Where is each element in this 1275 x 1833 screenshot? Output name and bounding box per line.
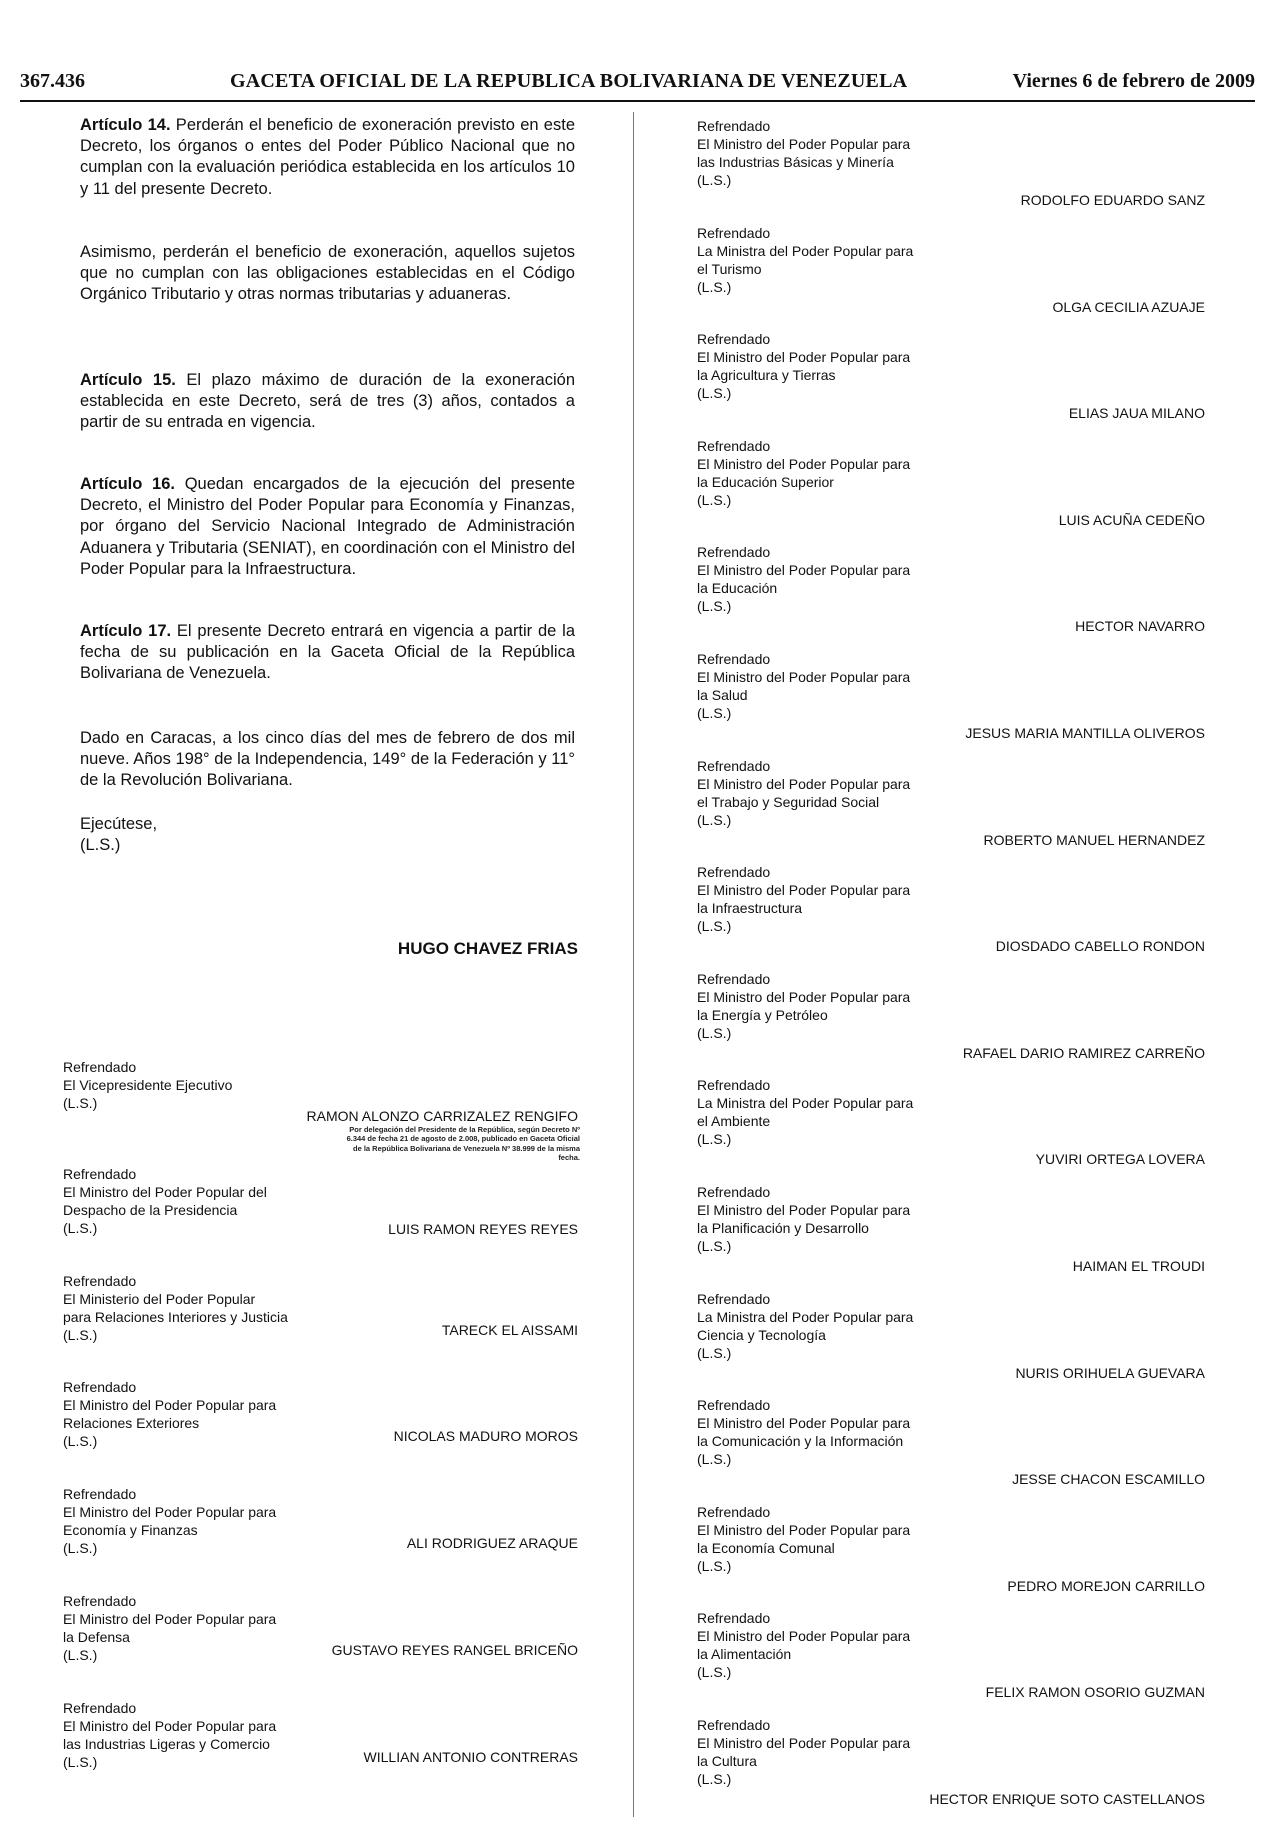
seal-mark: (L.S.) <box>697 1024 732 1041</box>
seal-mark: (L.S.) <box>63 1540 98 1557</box>
seal-mark: (L.S.) <box>697 918 732 935</box>
seal-mark: (L.S.) <box>697 1131 732 1148</box>
refrendado-label: Refrendado <box>63 1272 137 1289</box>
signatory-name: RODOLFO EDUARDO SANZ <box>1020 192 1205 208</box>
refrendado-block <box>63 1378 276 1450</box>
refrendado-label: Refrendado <box>697 1503 771 1520</box>
refrendado-label: Refrendado <box>697 437 771 454</box>
seal-mark: (L.S.) <box>697 385 732 402</box>
article-text: El presente Decreto entrará en vigencia a partir de la fecha de su publicación en la Gaceta Oficial de la República Bolivariana de Venezuela. <box>80 622 575 683</box>
ministry-line: El Ministro del Poder Popular para <box>63 1397 277 1414</box>
refrendado-block <box>697 970 910 1042</box>
signatory-name: YUVIRI ORTEGA LOVERA <box>1035 1151 1205 1168</box>
refrendado-block <box>697 650 910 722</box>
column-divider <box>633 112 634 1817</box>
president-signature: HUGO CHAVEZ FRIAS <box>397 939 578 958</box>
seal-mark: (L.S.) <box>697 1557 732 1574</box>
ministry-line: El Ministerio del Poder Popular <box>63 1290 256 1307</box>
article-text: Asimismo, perderán el beneficio de exoneración, aquellos sujetos que no cumplan con las obligaciones establecidas en el Código Orgánico Tributario y otras normas tributarias y aduaneras. <box>80 243 575 304</box>
ministry-line: la Comunicación y la Información <box>697 1433 904 1450</box>
refrendado-block <box>697 224 913 296</box>
ministry-line: la Salud <box>697 687 748 703</box>
refrendado-label: Refrendado <box>697 1397 771 1414</box>
seal-mark: (L.S.) <box>697 811 732 828</box>
seal-mark: (L.S.) <box>63 1647 98 1663</box>
ministry-line: la Agricultura y Tierras <box>697 367 836 384</box>
ministry-line: la Economía Comunal <box>697 1539 835 1556</box>
signatory-name: DIOSDADO CABELLO RONDON <box>995 938 1205 955</box>
header-rule <box>20 100 1255 102</box>
refrendado-label: Refrendado <box>63 1059 137 1075</box>
refrendado-label: Refrendado <box>63 1593 137 1609</box>
gazette-title: GACETA OFICIAL DE LA REPUBLICA BOLIVARIANA DE VENEZUELA <box>230 70 908 92</box>
ministry-line: la Cultura <box>697 1753 757 1769</box>
ministry-line: la Defensa <box>63 1629 130 1645</box>
ministry-line: la Planificación y Desarrollo <box>697 1220 869 1236</box>
seal-mark: (L.S.) <box>697 491 732 508</box>
refrendado-label: Refrendado <box>697 1290 771 1307</box>
refrendado-block <box>697 1503 910 1575</box>
refrendado-block <box>697 543 910 615</box>
issue-date: Viernes 6 de febrero de 2009 <box>1012 70 1255 92</box>
seal-mark: (L.S.) <box>63 1433 98 1450</box>
dado-en-caracas <box>80 728 575 792</box>
signatory-name: PEDRO MOREJON CARRILLO <box>1007 1577 1205 1594</box>
article-text: Quedan encargados de la ejecución del presente Decreto, el Ministro del Poder Popular para Economía y Finanzas, por órgano del Servicio Nacional Integrado de Administración Aduanera y Tributaria (SENIAT), en coordinación con el Ministro del Poder Popular para la Infraestructura. <box>80 475 575 578</box>
ministry-line: para Relaciones Interiores y Justicia <box>63 1308 288 1325</box>
signatory-name: RAFAEL DARIO RAMIREZ CARREÑO <box>962 1044 1205 1061</box>
article-heading: Artículo 16. <box>80 475 175 493</box>
refrendado-label: Refrendado <box>63 1486 137 1503</box>
ministry-line: la Educación <box>697 580 778 597</box>
refrendado-label: Refrendado <box>697 1610 771 1627</box>
article-text: El plazo máximo de duración de la exoneración establecida en este Decreto, será de tres (3) años, contados a partir de su entrada en vigencia. <box>80 371 575 432</box>
refrendado-block <box>697 437 910 509</box>
ministry-line: El Ministro del Poder Popular para <box>697 775 911 792</box>
refrendado-label: Refrendado <box>697 224 771 241</box>
closing <box>80 814 575 856</box>
ministry-line: Despacho de la Presidencia <box>63 1201 238 1218</box>
ministry-line: la Infraestructura <box>697 900 803 917</box>
ministry-line: La Ministra del Poder Popular para <box>697 1308 914 1325</box>
refrendado-label: Refrendado <box>697 651 771 667</box>
article-14 <box>80 115 575 200</box>
signatory-name: FELIX RAMON OSORIO GUZMAN <box>985 1684 1205 1701</box>
ministry-line: El Ministro del Poder Popular para <box>697 1415 911 1432</box>
refrendado-block <box>63 1165 267 1237</box>
refrendado-block <box>63 1699 276 1771</box>
seal-mark: (L.S.) <box>697 172 732 188</box>
seal-mark: (L.S.) <box>697 1344 732 1361</box>
refrendado-label: Refrendado <box>63 1165 137 1182</box>
signatory-name: ALI RODRIGUEZ ARAQUE <box>406 1535 578 1552</box>
refrendado-label: Refrendado <box>697 757 771 774</box>
refrendado-block <box>63 1485 276 1557</box>
ministry-line: el Trabajo y Seguridad Social <box>697 793 880 810</box>
ministry-line: El Ministro del Poder Popular para <box>697 562 911 579</box>
seal-mark: (L.S.) <box>63 1753 98 1770</box>
signatory-name: HECTOR ENRIQUE SOTO CASTELLANOS <box>929 1791 1205 1807</box>
refrendado-label: Refrendado <box>697 864 771 881</box>
article-text: Perderán el beneficio de exoneración previsto en este Decreto, los órganos o entes del Poder Público Nacional que no cumplan con la evaluación periódica establecida en los artículos 10 y 11 del presente Decreto. <box>80 116 575 198</box>
ejecutese: Ejecútese, <box>80 815 158 833</box>
refrendado-label: Refrendado <box>697 1077 771 1094</box>
ministry-line: las Industrias Ligeras y Comercio <box>63 1735 270 1752</box>
page-header <box>20 66 1255 96</box>
signatory-name: LUIS ACUÑA CEDEÑO <box>1058 511 1205 528</box>
seal-mark: (L.S.) <box>697 1664 732 1681</box>
refrendado-block <box>697 1609 910 1681</box>
article-heading: Artículo 14. <box>80 116 171 134</box>
ministry-line: El Ministro del Poder Popular del <box>63 1183 267 1200</box>
article-heading: Artículo 15. <box>80 371 176 389</box>
signatory-name: NURIS ORIHUELA GUEVARA <box>1015 1364 1205 1381</box>
refrendado-block <box>697 1076 913 1148</box>
refrendado-label: Refrendado <box>63 1699 137 1716</box>
seal-mark: (L.S.) <box>63 1326 98 1343</box>
seal-mark: (L.S.) <box>697 705 732 721</box>
refrendado-block <box>63 1272 288 1344</box>
ministry-line: el Turismo <box>697 260 762 277</box>
page-number: 367.436 <box>20 70 85 92</box>
refrendado-block <box>63 1058 232 1112</box>
ministry-line: Economía y Finanzas <box>63 1522 198 1539</box>
refrendado-block <box>697 1396 910 1468</box>
article-16 <box>80 474 575 580</box>
signatory-name: LUIS RAMON REYES REYES <box>388 1220 578 1237</box>
closing-seal: (L.S.) <box>80 836 121 854</box>
refrendado-block <box>697 863 910 935</box>
ministry-line: El Ministro del Poder Popular para <box>697 349 911 366</box>
refrendado-label: Refrendado <box>697 1184 771 1200</box>
ministry-line: El Ministro del Poder Popular para <box>697 882 911 899</box>
ministry-line: El Ministro del Poder Popular para <box>63 1611 277 1627</box>
article-heading: Artículo 17. <box>80 622 172 640</box>
refrendado-label: Refrendado <box>697 544 771 561</box>
seal-mark: (L.S.) <box>697 278 732 295</box>
signatory-name: ELIAS JAUA MILANO <box>1068 405 1205 422</box>
ministry-line: las Industrias Básicas y Minería <box>697 154 894 170</box>
ministry-line: La Ministra del Poder Popular para <box>697 1095 914 1112</box>
delegation-note: Por delegación del Presidente de la República, según Decreto Nº 6.344 de fecha 21 de agosto de 2.008, publicado en Gaceta Oficial de la República Bolivariana de Venezuela Nº 38.999 de la misma fecha. <box>346 1125 580 1163</box>
signatory-name: WILLIAN ANTONIO CONTRERAS <box>363 1748 578 1765</box>
signatory-name: ROBERTO MANUEL HERNANDEZ <box>983 831 1205 848</box>
refrendado-block <box>697 757 910 829</box>
ministry-line: El Ministro del Poder Popular para <box>63 1717 277 1734</box>
ministry-line: el Ambiente <box>697 1113 771 1130</box>
refrendado-block <box>697 1290 913 1362</box>
ministry-line: El Vicepresidente Ejecutivo <box>63 1077 233 1093</box>
refrendado-label: Refrendado <box>697 118 771 134</box>
refrendado-label: Refrendado <box>697 970 771 987</box>
refrendado-label: Refrendado <box>697 1717 771 1733</box>
seal-mark: (L.S.) <box>63 1095 98 1111</box>
ministry-line: El Ministro del Poder Popular para <box>697 1521 911 1538</box>
article-14-paragraph-2 <box>80 242 575 306</box>
ministry-line: Ciencia y Tecnología <box>697 1326 826 1343</box>
seal-mark: (L.S.) <box>697 1238 732 1254</box>
seal-mark: (L.S.) <box>697 598 732 615</box>
refrendado-block <box>697 1183 910 1255</box>
signatory-name: JESSE CHACON ESCAMILLO <box>1012 1471 1205 1488</box>
ministry-line: La Ministra del Poder Popular para <box>697 242 914 259</box>
signatory-name: RAMON ALONZO CARRIZALEZ RENGIFO <box>306 1108 578 1124</box>
refrendado-block <box>697 330 910 402</box>
ministry-line: El Ministro del Poder Popular para <box>63 1504 277 1521</box>
refrendado-label: Refrendado <box>697 331 771 348</box>
seal-mark: (L.S.) <box>63 1219 98 1236</box>
ministry-line: El Ministro del Poder Popular para <box>697 669 911 685</box>
refrendado-block <box>63 1592 276 1664</box>
ministry-line: El Ministro del Poder Popular para <box>697 1735 911 1751</box>
ministry-line: la Alimentación <box>697 1646 792 1663</box>
ministry-line: la Energía y Petróleo <box>697 1006 828 1023</box>
seal-mark: (L.S.) <box>697 1771 732 1787</box>
article-15 <box>80 370 575 434</box>
refrendado-block <box>697 117 910 189</box>
ministry-line: El Ministro del Poder Popular para <box>697 1202 911 1218</box>
signatory-name: HAIMAN EL TROUDI <box>1072 1258 1205 1274</box>
signatory-name: OLGA CECILIA AZUAJE <box>1052 298 1205 315</box>
ministry-line: Relaciones Exteriores <box>63 1415 200 1432</box>
signatory-name: JESUS MARIA MANTILLA OLIVEROS <box>965 725 1205 741</box>
signatory-name: HECTOR NAVARRO <box>1075 618 1205 635</box>
refrendado-block <box>697 1716 910 1788</box>
ministry-line: El Ministro del Poder Popular para <box>697 988 911 1005</box>
signatory-name: NICOLAS MADURO MOROS <box>393 1428 578 1445</box>
article-17 <box>80 621 575 685</box>
signatory-name: TARECK EL AISSAMI <box>441 1321 578 1338</box>
ministry-line: El Ministro del Poder Popular para <box>697 1628 911 1645</box>
article-text: Dado en Caracas, a los cinco días del mes de febrero de dos mil nueve. Años 198° de la Independencia, 149° de la Federación y 11° de la Revolución Bolivariana. <box>80 729 575 790</box>
ministry-line: El Ministro del Poder Popular para <box>697 136 911 152</box>
seal-mark: (L.S.) <box>697 1451 732 1468</box>
refrendado-label: Refrendado <box>63 1379 137 1396</box>
ministry-line: El Ministro del Poder Popular para <box>697 455 911 472</box>
ministry-line: la Educación Superior <box>697 473 834 490</box>
signatory-name: GUSTAVO REYES RANGEL BRICEÑO <box>331 1642 578 1658</box>
